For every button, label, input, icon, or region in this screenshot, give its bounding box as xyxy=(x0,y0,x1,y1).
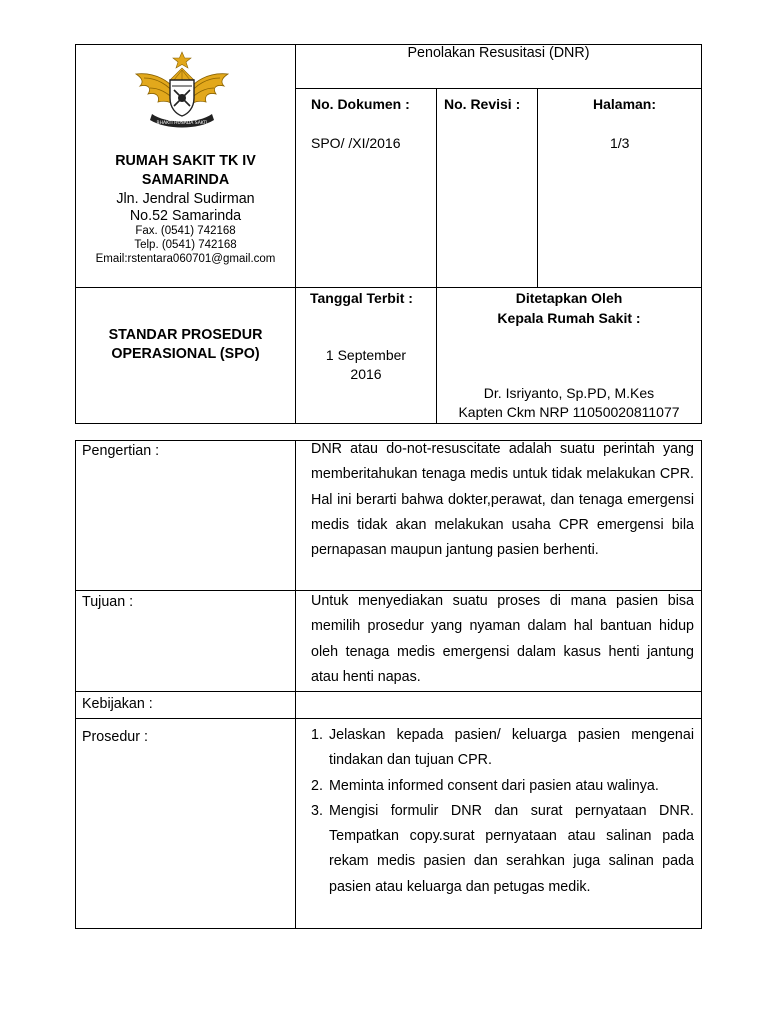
issue-date-label: Tanggal Terbit : xyxy=(310,290,413,306)
prosedur-item-text: Meminta informed consent dari pasien atau walinya. xyxy=(329,777,659,794)
doc-number-label: No. Dokumen : xyxy=(311,96,410,112)
prosedur-item-number: 2. xyxy=(311,777,323,794)
prosedur-list xyxy=(311,723,694,900)
address-line2: No.52 Samarinda xyxy=(129,208,242,224)
signer-name: Dr. Isriyanto, Sp.PD, M.Kes xyxy=(483,385,655,401)
issue-date-value-line1: 1 September xyxy=(325,347,407,363)
spo-title-line1: STANDAR PROSEDUR xyxy=(108,327,263,343)
pengertian-label: Pengertian : xyxy=(82,443,160,459)
tujuan-text: Untuk menyediakan suatu proses di mana pasien bisa memilih prosedur yang nyaman dalam hal bantuan hidup oleh tenaga medis emergensi dalam kasus henti jantung atau henti napas. xyxy=(311,593,694,685)
logo-ribbon-text: BHAKTI HUSADA SAKTI xyxy=(156,121,208,126)
page-label: Halaman: xyxy=(593,96,657,112)
doc-number-value: SPO/ /XI/2016 xyxy=(311,135,401,151)
document-title: Penolakan Resusitasi (DNR) xyxy=(407,45,590,61)
email-address: Email:rstentara060701@gmail.com xyxy=(95,253,276,265)
spo-title-line2: OPERASIONAL (SPO) xyxy=(111,346,260,362)
hospital-logo xyxy=(132,50,232,132)
address-line1: Jln. Jendral Sudirman xyxy=(116,191,255,207)
prosedur-label: Prosedur : xyxy=(82,729,148,745)
hospital-name-line1: RUMAH SAKIT TK IV xyxy=(115,153,256,169)
prosedur-item xyxy=(311,799,694,900)
approved-by-line1: Ditetapkan Oleh xyxy=(515,290,623,306)
approved-by-line2: Kepala Rumah Sakit : xyxy=(497,310,641,326)
telp-number: Telp. (0541) 742168 xyxy=(134,239,237,251)
fax-number: Fax. (0541) 742168 xyxy=(135,225,236,237)
pengertian-text: DNR atau do-not-resuscitate adalah suatu perintah yang memberitahukan tenaga medis untuk tidak melakukan CPR. Hal ini berarti bahwa dokter,perawat, dan tenaga emergensi medis tidak akan melakukan usaha CPR emergensi bila pernapasan maupun jantung pasien berhenti. xyxy=(311,441,694,559)
prosedur-item-text: Mengisi formulir DNR dan surat pernyataan DNR. Tempatkan copy.surat pernyataan atau salinan pada rekam medis pasien dan serahkan juga salinan pada pasien atau keluarga dan petugas medik. xyxy=(329,802,694,895)
prosedur-item xyxy=(311,723,694,774)
prosedur-item-number: 3. xyxy=(311,802,323,819)
revision-label: No. Revisi : xyxy=(444,96,521,112)
prosedur-item xyxy=(311,774,694,799)
tujuan-label: Tujuan : xyxy=(82,594,134,610)
prosedur-item-number: 1. xyxy=(311,727,323,743)
issue-date-value-line2: 2016 xyxy=(350,366,382,382)
kebijakan-label: Kebijakan : xyxy=(82,696,153,712)
page-value: 1/3 xyxy=(610,135,630,151)
prosedur-item-text: Jelaskan kepada pasien/ keluarga pasien mengenai tindakan dan tujuan CPR. xyxy=(329,727,694,769)
signer-rank: Kapten Ckm NRP 11050020811077 xyxy=(458,404,680,420)
hospital-name-line2: SAMARINDA xyxy=(141,172,230,188)
